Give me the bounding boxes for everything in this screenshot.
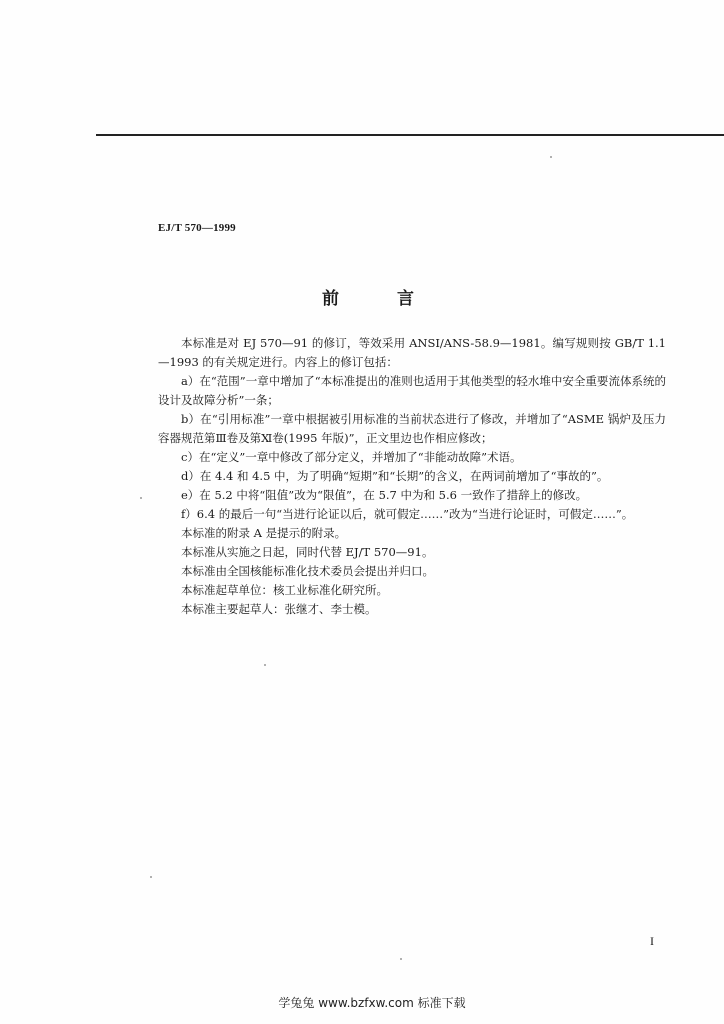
paragraph-replacement-note: 本标准从实施之日起，同时代替 EJ/T 570—91。 — [181, 545, 434, 559]
paragraph-item-d: d）在 4.4 和 4.5 中，为了明确“短期”和“长期”的含义，在两词前增加了“事故的”。 — [181, 469, 609, 483]
paragraph-drafters: 本标准主要起草人：张继才、李士模。 — [181, 602, 377, 616]
page-number: I — [650, 934, 654, 948]
scan-speck — [140, 497, 142, 499]
paragraph-item-b: b）在“引用标准”一章中根据被引用标准的当前状态进行了修改，并增加了“ASME 锅炉及压力容器规范第Ⅲ卷及第Ⅺ卷(1995 年版)”，正文里边也作相应修改； — [158, 412, 666, 445]
scan-speck — [264, 664, 266, 666]
foreword-body — [158, 334, 666, 619]
paragraph-appendix-note: 本标准的附录 A 是提示的附录。 — [181, 526, 347, 540]
scan-speck — [550, 156, 552, 158]
paragraph-item-f: f）6.4 的最后一句“当进行论证以后，就可假定……”改为“当进行论证时，可假定……”。 — [181, 507, 634, 521]
document-code: EJ/T 570—1999 — [158, 222, 236, 234]
section-title: 前 言 — [322, 289, 440, 309]
paragraph-item-a: a）在“范围”一章中增加了“本标准提出的准则也适用于其他类型的轻水堆中安全重要流体系统的设计及故障分析”一条； — [158, 374, 666, 407]
scan-speck — [400, 958, 402, 960]
scan-speck — [150, 876, 152, 878]
paragraph-proposer-note: 本标准由全国核能标准化技术委员会提出并归口。 — [181, 564, 434, 578]
paragraph-drafting-unit: 本标准起草单位：核工业标准化研究所。 — [181, 583, 388, 597]
paragraph-intro: 本标准是对 EJ 570—91 的修订，等效采用 ANSI/ANS-58.9—1981。编写规则按 GB/T 1.1—1993 的有关规定进行。内容上的修订包括： — [158, 336, 666, 369]
header-rule — [96, 134, 724, 136]
paragraph-item-c: c）在“定义”一章中修改了部分定义，并增加了“非能动故障”术语。 — [181, 450, 522, 464]
footer-watermark: 学兔兔 www.bzfxw.com 标准下载 — [278, 996, 466, 1010]
paragraph-item-e: e）在 5.2 中将“阻值”改为“限值”，在 5.7 中为和 5.6 一致作了措辞上的修改。 — [181, 488, 588, 502]
